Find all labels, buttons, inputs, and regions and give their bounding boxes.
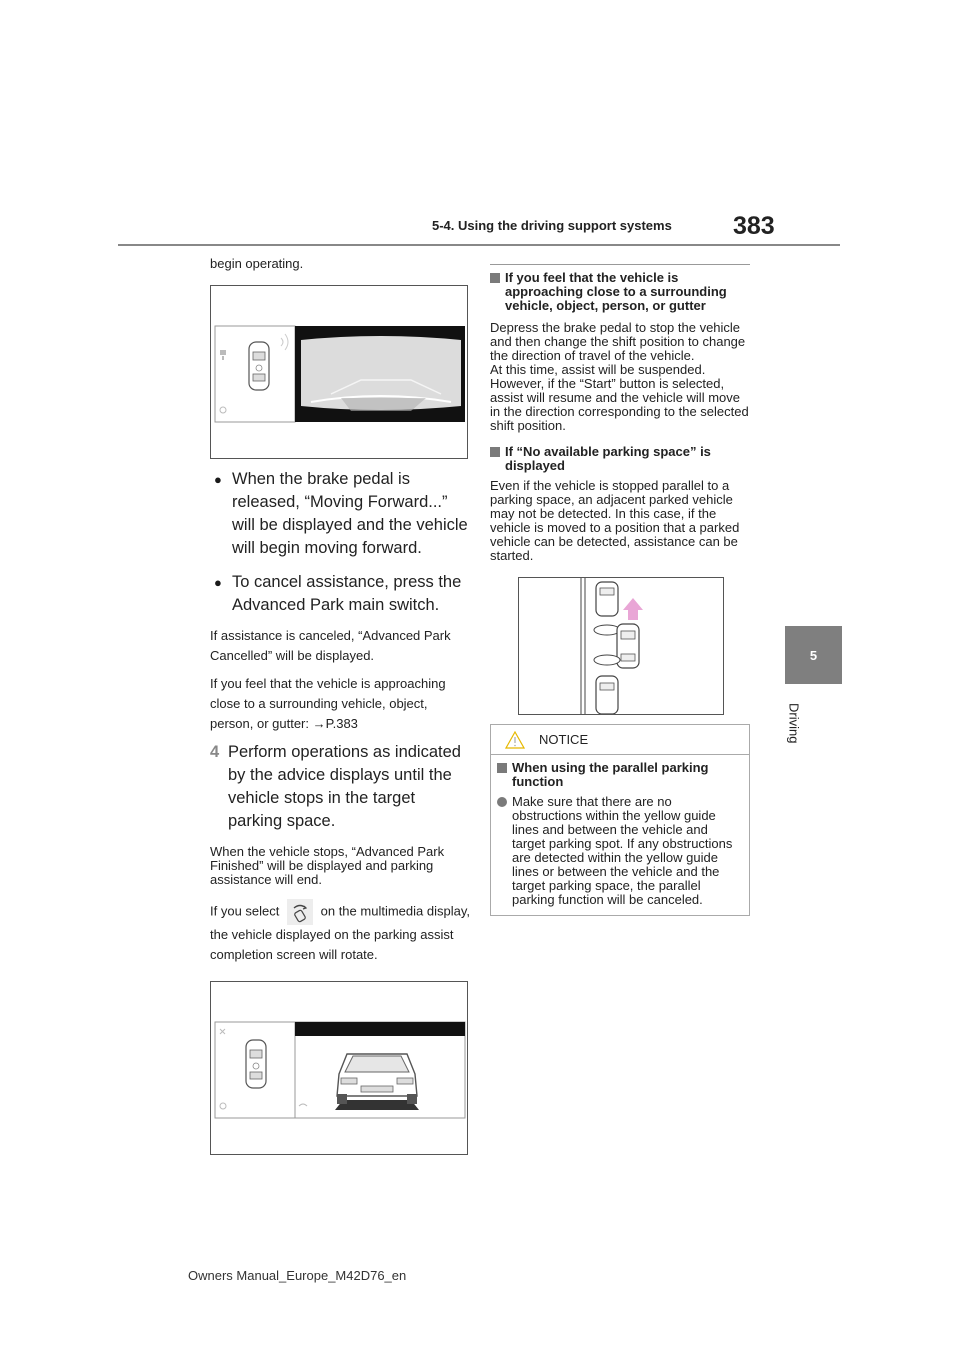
car-top-view-icon <box>249 342 269 390</box>
parked-car-icon <box>596 582 618 616</box>
step-number: 4 <box>210 743 220 761</box>
page-number: 383 <box>733 212 775 240</box>
intro-text: begin operating. <box>210 256 304 271</box>
para-no-space: Even if the vehicle is stopped parallel to a parking space, an adjacent parked vehicle may not be detected. In this case, if the vehicle is moved to a position that a parked vehicle can be detected, assistance can be started. <box>490 478 740 563</box>
notice-box <box>490 724 750 916</box>
bullet-icon <box>497 797 507 807</box>
heading-marker-icon <box>497 763 507 773</box>
figure-park-finished <box>210 981 468 1155</box>
footer-text: Owners Manual_Europe_M42D76_en <box>188 1268 407 1283</box>
bullet-icon: ● <box>214 472 222 487</box>
section-divider <box>490 264 750 265</box>
figure-moving-forward <box>210 285 468 459</box>
note-approaching: If you feel that the vehicle is approaching close to a surrounding vehicle, object, person, or gutter: →P.383 <box>210 676 446 731</box>
right-column <box>490 264 750 916</box>
figure-parallel-parking <box>518 577 724 715</box>
step-4: 4 Perform operations as indicated by the advice displays until the vehicle stops in the target parking space. <box>210 743 461 830</box>
chapter-label: Driving <box>786 702 802 744</box>
left-column <box>210 256 472 1155</box>
rotate-vehicle-icon <box>287 899 313 925</box>
header-rule <box>118 244 840 246</box>
own-car-icon <box>617 624 639 668</box>
heading-marker-icon <box>490 273 500 283</box>
completion-screen-illustration <box>211 982 467 1154</box>
note-finished: When the vehicle stops, “Advanced Park Finished” will be displayed and parking assistance will end. <box>210 844 445 887</box>
chapter-tab <box>785 626 842 684</box>
para-approaching: Depress the brake pedal to stop the vehicle and then change the shift position to change the direction of travel of the vehicle. At this time, assist will be suspended. However, if the “Start” button is selected, assist will resume and the vehicle will move in the direction corresponding to the selected shift position. <box>490 320 749 433</box>
parallel-parking-illustration <box>519 578 723 714</box>
section-title: 5-4. Using the driving support systems <box>432 218 672 233</box>
bullet-icon: ● <box>214 575 222 590</box>
bullet-moving-forward: ● When the brake pedal is released, “Moving Forward...” will be displayed and the vehicle will begin moving forward. <box>214 470 468 557</box>
notice-header <box>491 725 749 755</box>
warning-triangle-icon <box>505 731 525 749</box>
chapter-number: 5 <box>809 647 818 663</box>
heading-approaching: If you feel that the vehicle is approaching close to a surrounding vehicle, object, person, or gutter <box>490 271 750 313</box>
notice-label: NOTICE <box>539 732 589 747</box>
heading-marker-icon <box>490 447 500 457</box>
note-rotate: If you select on the multimedia display, the vehicle displayed on the parking assist completion screen will rotate. <box>210 899 472 965</box>
bullet-cancel-assistance: ● To cancel assistance, press the Advanced Park main switch. <box>214 573 462 614</box>
note-canceled: If assistance is canceled, “Advanced Park Cancelled” will be displayed. <box>210 628 451 663</box>
car-front-view-icon <box>335 1054 419 1110</box>
notice-heading: When using the parallel parking function <box>497 761 743 789</box>
parked-car-icon <box>596 676 618 714</box>
heading-no-space: If “No available parking space” is displayed <box>490 445 750 473</box>
parking-screen-illustration <box>211 286 467 458</box>
car-top-view-icon <box>246 1040 266 1088</box>
forward-arrow-icon <box>623 598 643 620</box>
notice-item: Make sure that there are no obstructions within the yellow guide lines and between the vehicle and target parking spot. If any obstructions are detected within the yellow guide lines or between the vehicle and the target parking space, the parallel parking function will be canceled. <box>497 795 743 907</box>
